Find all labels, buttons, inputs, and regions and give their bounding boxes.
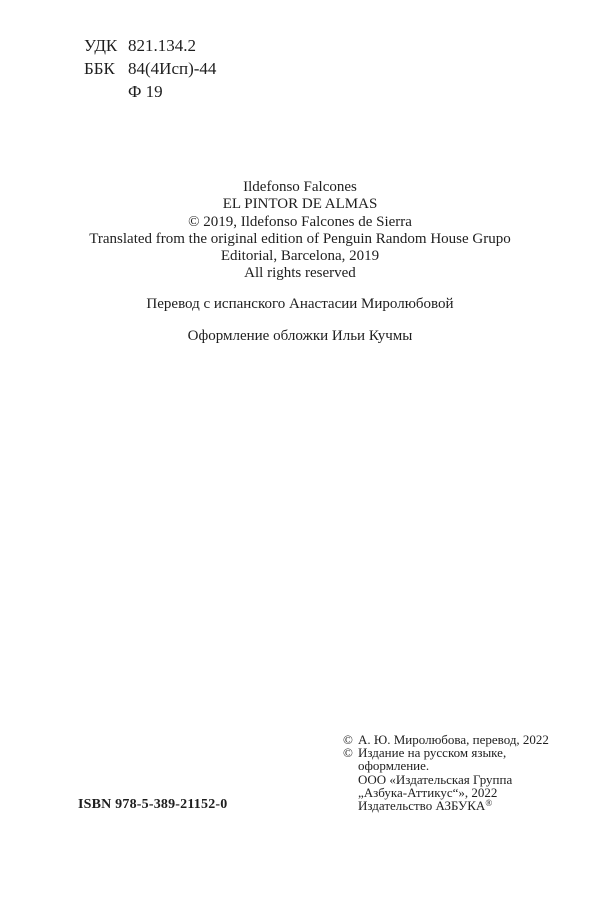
cover-design-credit: Оформление обложки Ильи Кучмы xyxy=(187,328,413,344)
russian-rights-block xyxy=(343,733,549,812)
rights-edition-line-3: ООО «Издательская Группа xyxy=(358,771,513,787)
author-sign-indent xyxy=(84,80,128,103)
rights-edition-line-4: „Азбука-Аттикус“», 2022 xyxy=(358,784,498,800)
translation-note-line-2: Editorial, Barcelona, 2019 xyxy=(220,248,380,265)
bbk-value: 84(4Исп)-44 xyxy=(128,59,217,78)
bbk-row xyxy=(84,57,216,80)
rights-edition-line-2: оформление. xyxy=(358,758,430,774)
registered-trademark-symbol: ® xyxy=(485,798,493,809)
udk-label: УДК xyxy=(84,36,118,55)
original-title: EL PINTOR DE ALMAS xyxy=(222,196,378,213)
rights-item-edition xyxy=(343,746,549,812)
classification-block xyxy=(84,34,216,103)
all-rights-reserved-line: All rights reserved xyxy=(244,265,356,282)
author-sign-row xyxy=(84,80,216,103)
copyright-symbol: © xyxy=(343,745,353,761)
original-copyright-line: © 2019, Ildefonso Falcones de Sierra xyxy=(188,213,412,230)
bbk-label: ББК xyxy=(84,59,115,78)
original-author: Ildefonso Falcones xyxy=(243,179,357,195)
publisher-name: Издательство АЗБУКА xyxy=(358,798,486,814)
rights-edition-line-1: Издание на русском языке, xyxy=(358,745,507,761)
isbn: ISBN 978-5-389-21152-0 xyxy=(78,797,228,812)
translation-note-line-1: Translated from the original edition of Penguin Random House Grupo xyxy=(89,230,511,247)
rights-edition-text xyxy=(358,746,512,812)
author-sign: Ф 19 xyxy=(128,82,163,101)
udk-value: 821.134.2 xyxy=(128,36,196,55)
original-edition-block xyxy=(0,179,600,283)
rights-translation-text: А. Ю. Миролюбова, перевод, 2022 xyxy=(358,732,549,747)
copyright-symbol: © xyxy=(343,732,353,747)
translator-credit: Перевод с испанского Анастасии Миролюбовой xyxy=(146,296,454,312)
udk-row xyxy=(84,34,216,57)
